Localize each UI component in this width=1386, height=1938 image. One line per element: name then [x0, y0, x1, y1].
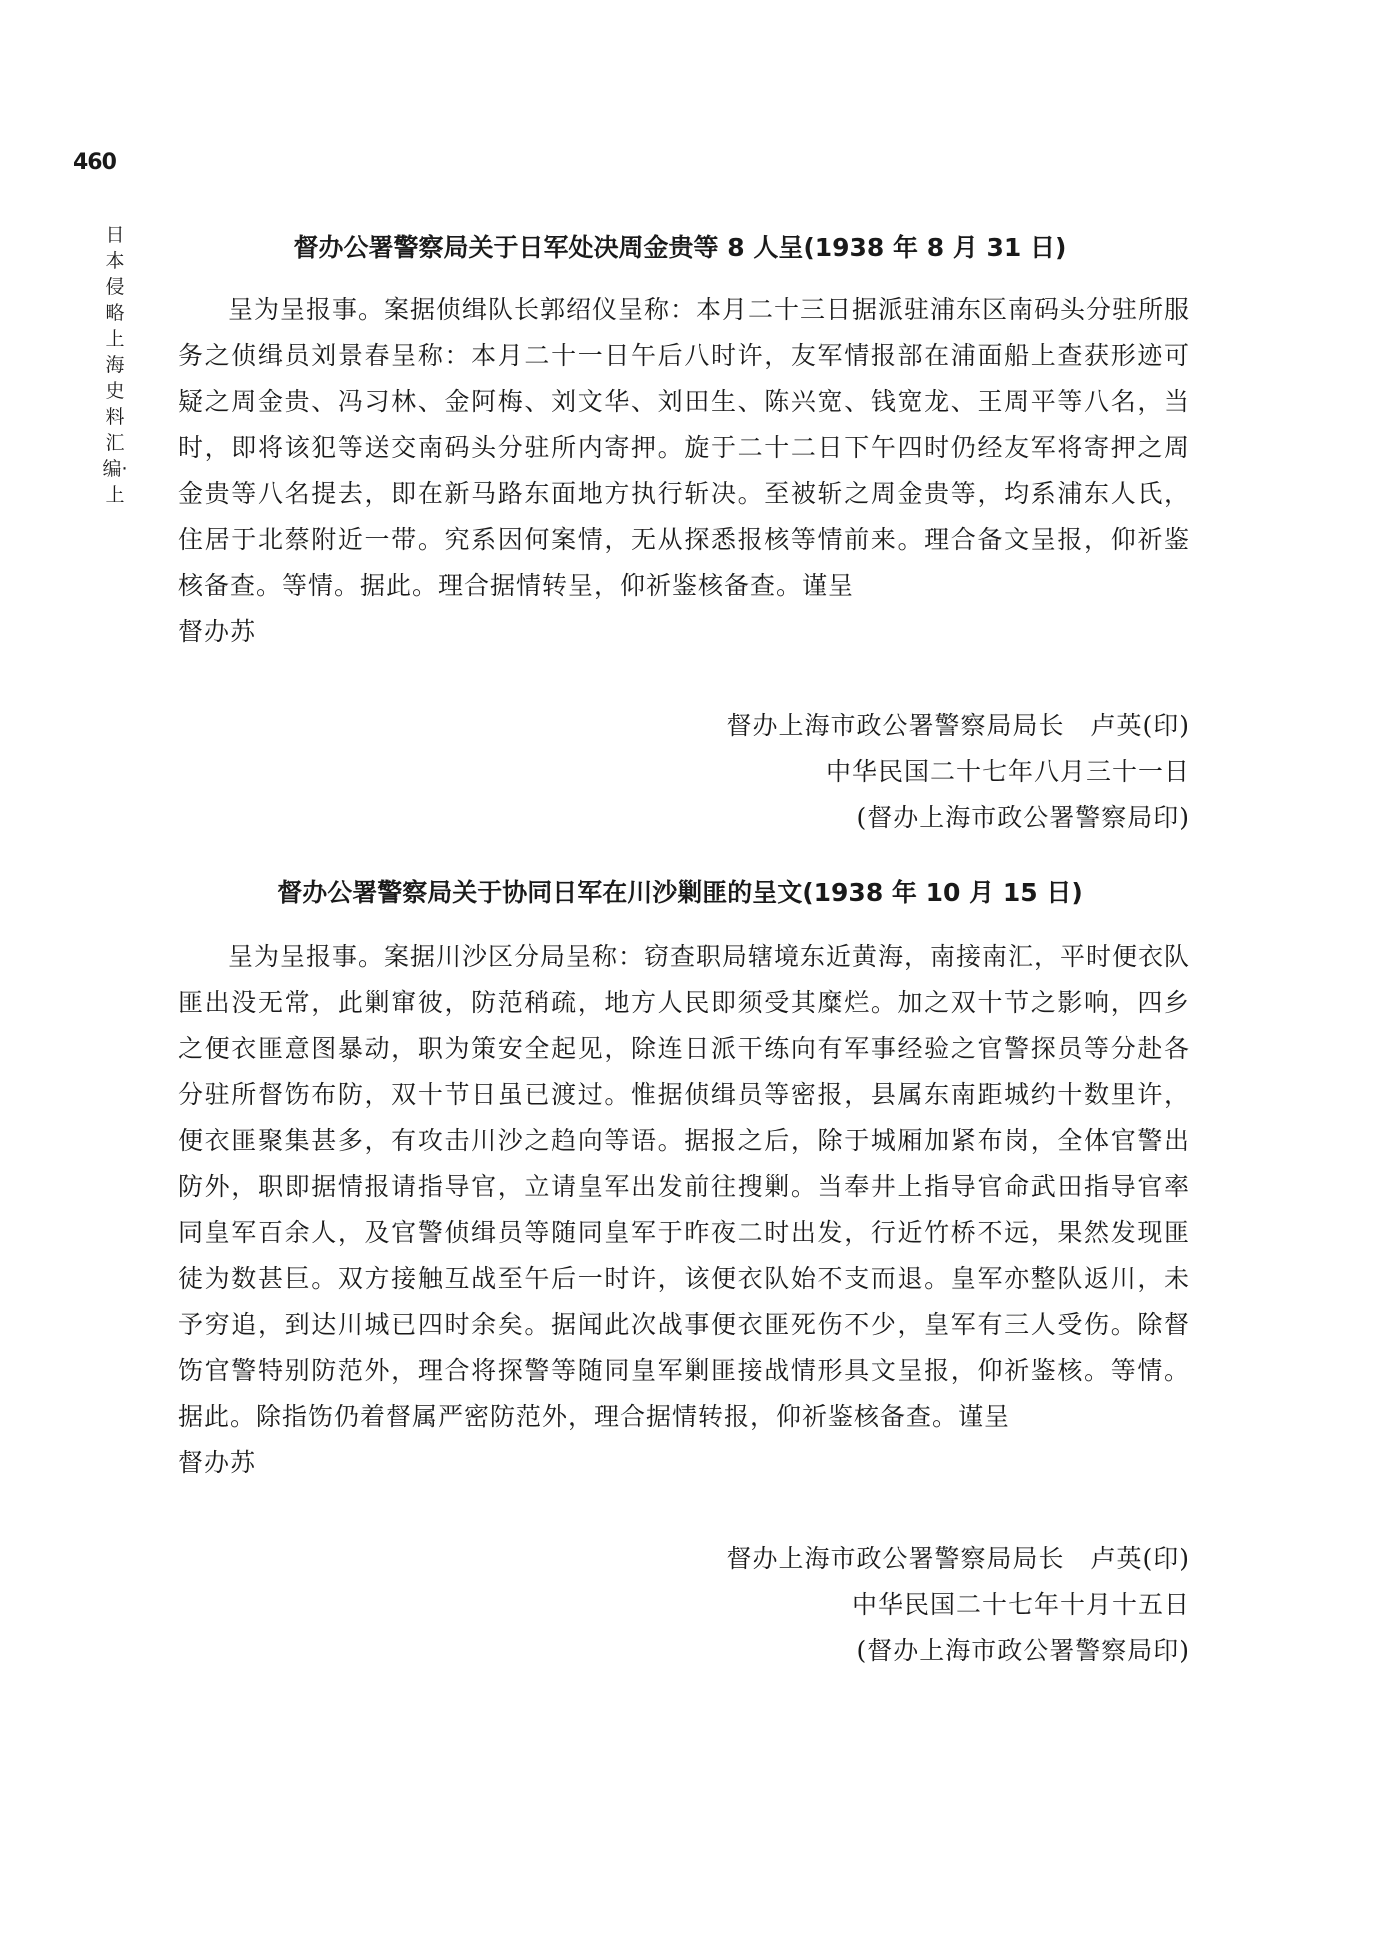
signer: 督办上海市政公署警察局局长 卢英(印) [726, 711, 1190, 740]
signature-block [726, 1536, 1190, 1674]
document-title: 督办公署警察局关于日军处决周金贵等 8 人呈(1938 年 8 月 31 日) [293, 233, 1067, 262]
running-side-title: 日本侵略上海史料汇编·上 [102, 224, 128, 506]
signature-block [726, 703, 1190, 841]
page-number: 460 [73, 150, 116, 175]
seal-note: (督办上海市政公署警察局印) [856, 803, 1190, 832]
addressee: 督办苏 [178, 1448, 257, 1477]
document-date: 中华民国二十七年十月十五日 [851, 1590, 1190, 1619]
document-title: 督办公署警察局关于协同日军在川沙剿匪的呈文(1938 年 10 月 15 日) [277, 878, 1083, 907]
signer: 督办上海市政公署警察局局长 卢英(印) [726, 1544, 1190, 1573]
body-paragraph: 呈为呈报事。案据侦缉队长郭绍仪呈称：本月二十三日据派驻浦东区南码头分驻所服务之侦缉员刘景春呈称：本月二十一日午后八时许，友军情报部在浦面船上查获形迹可疑之周金贵、冯习林、金阿梅、刘文华、刘田生、陈兴宽、钱宽龙、王周平等八名，当时，即将该犯等送交南码头分驻所内寄押。旋于二十二日下午四时仍经友军将寄押之周金贵等八名提去，即在新马路东面地方执行斩决。至被斩之周金贵等，均系浦东人氏，住居于北蔡附近一带。究系因何案情，无从探悉报核等情前来。理合备文呈报，仰祈鉴核备查。等情。据此。理合据情转呈，仰祈鉴核备查。谨呈 [178, 295, 1191, 600]
addressee: 督办苏 [178, 617, 257, 646]
document-body [178, 287, 1190, 655]
body-paragraph: 呈为呈报事。案据川沙区分局呈称：窃查职局辖境东近黄海，南接南汇，平时便衣队匪出没无常，此剿窜彼，防范稍疏，地方人民即须受其糜烂。加之双十节之影响，四乡之便衣匪意图暴动，职为策安全起见，除连日派干练向有军事经验之官警探员等分赴各分驻所督饬布防，双十节日虽已渡过。惟据侦缉员等密报，县属东南距城约十数里许，便衣匪聚集甚多，有攻击川沙之趋向等语。据报之后，除于城厢加紧布岗，全体官警出防外，职即据情报请指导官，立请皇军出发前往搜剿。当奉井上指导官命武田指导官率同皇军百余人，及官警侦缉员等随同皇军于昨夜二时出发，行近竹桥不远，果然发现匪徒为数甚巨。双方接触互战至午后一时许，该便衣队始不支而退。皇军亦整队返川，未予穷追，到达川城已四时余矣。据闻此次战事便衣匪死伤不少，皇军有三人受伤。除督饬官警特别防范外，理合将探警等随同皇军剿匪接战情形具文呈报，仰祈鉴核。等情。据此。除指饬仍着督属严密防范外，理合据情转报，仰祈鉴核备查。谨呈 [178, 942, 1191, 1431]
document-date: 中华民国二十七年八月三十一日 [825, 757, 1190, 786]
seal-note: (督办上海市政公署警察局印) [856, 1636, 1190, 1665]
document-body [178, 934, 1190, 1486]
